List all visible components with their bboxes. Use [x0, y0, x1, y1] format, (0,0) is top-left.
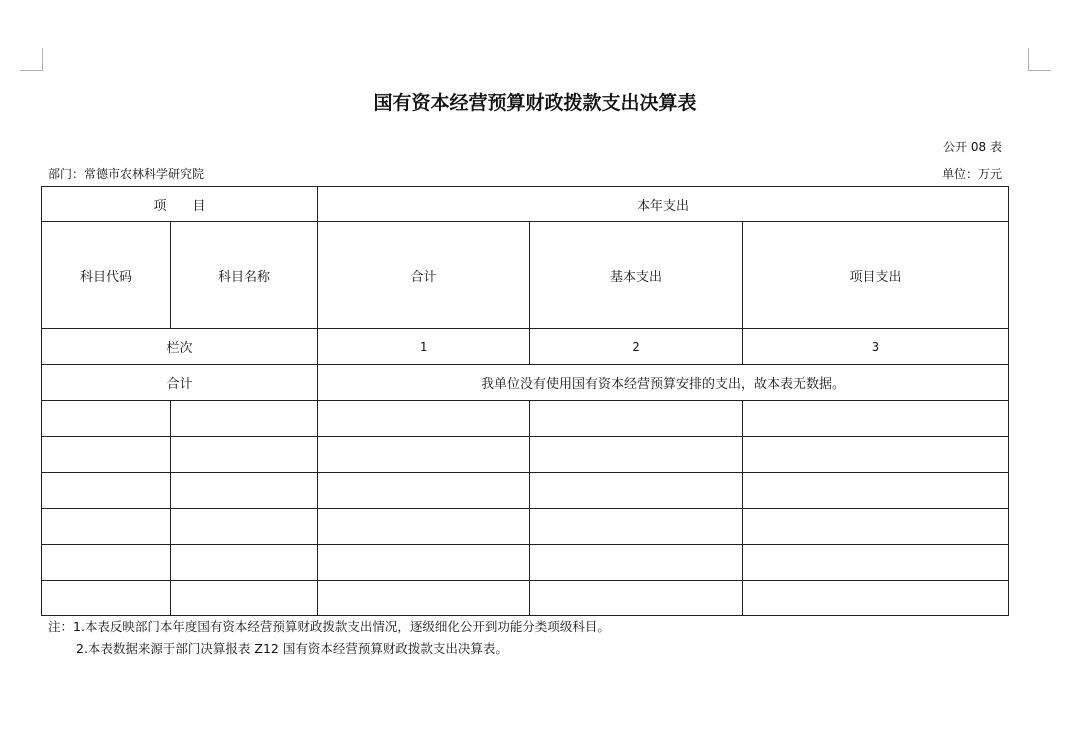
notes: [48, 616, 610, 660]
table-cell: [42, 509, 171, 545]
table-cell: [42, 437, 171, 473]
note-1: 注：1.本表反映部门本年度国有资本经营预算财政拨款支出情况，逐级细化公开到功能分类项级科目。: [48, 619, 610, 634]
header-basic-expenditure: 基本支出: [530, 222, 743, 329]
table-cell: [42, 401, 171, 437]
page-corner-mark-top-right: [1028, 48, 1051, 71]
table-cell: [530, 581, 743, 616]
column-number-3: 3: [743, 329, 1009, 365]
table-cell: [171, 401, 318, 437]
table-cell: [318, 581, 530, 616]
header-subject-name: 科目名称: [171, 222, 318, 329]
table-cell: [171, 545, 318, 581]
table-cell: [318, 401, 530, 437]
table-cell: [318, 437, 530, 473]
table-cell: [530, 545, 743, 581]
table-cell: [530, 473, 743, 509]
table-row: [42, 473, 1009, 509]
expenditure-table: [41, 186, 1009, 616]
total-row: [42, 365, 1009, 401]
header-item: 项 目: [42, 187, 318, 222]
unit-label: 单位：万元: [941, 167, 1002, 181]
table-cell: [318, 509, 530, 545]
table-row: [42, 545, 1009, 581]
table-cell: [743, 437, 1009, 473]
table-cell: [743, 581, 1009, 616]
table-cell: [42, 473, 171, 509]
table-cell: [171, 437, 318, 473]
table-subheader-row: [42, 222, 1009, 329]
page-title: 国有资本经营预算财政拨款支出决算表: [373, 92, 697, 114]
table-cell: [318, 545, 530, 581]
header-subject-code: 科目代码: [42, 222, 171, 329]
form-code: 公开 08 表: [943, 140, 1002, 154]
table-row: [42, 401, 1009, 437]
column-number-label: 栏次: [42, 329, 318, 365]
table-row: [42, 437, 1009, 473]
table-cell: [171, 509, 318, 545]
total-label: 合计: [42, 365, 318, 401]
table-cell: [42, 581, 171, 616]
table-row: [42, 581, 1009, 616]
table-header-row: [42, 187, 1009, 222]
column-number-2: 2: [530, 329, 743, 365]
header-total: 合计: [318, 222, 530, 329]
table-cell: [530, 437, 743, 473]
table-row: [42, 509, 1009, 545]
table-cell: [743, 401, 1009, 437]
header-project-expenditure: 项目支出: [743, 222, 1009, 329]
column-number-row: [42, 329, 1009, 365]
table-cell: [318, 473, 530, 509]
no-data-message: 我单位没有使用国有资本经营预算安排的支出，故本表无数据。: [318, 365, 1009, 401]
page-corner-mark-top-left: [20, 48, 43, 71]
column-number-1: 1: [318, 329, 530, 365]
table-cell: [743, 545, 1009, 581]
table-cell: [42, 545, 171, 581]
note-2: 2.本表数据来源于部门决算报表 Z12 国有资本经营预算财政拨款支出决算表。: [76, 641, 508, 656]
table-cell: [743, 473, 1009, 509]
table-cell: [743, 509, 1009, 545]
header-current-year-expenditure: 本年支出: [318, 187, 1009, 222]
table-cell: [530, 509, 743, 545]
department-label: 部门：常德市农林科学研究院: [48, 167, 205, 181]
table-cell: [530, 401, 743, 437]
table-cell: [171, 581, 318, 616]
table-cell: [171, 473, 318, 509]
